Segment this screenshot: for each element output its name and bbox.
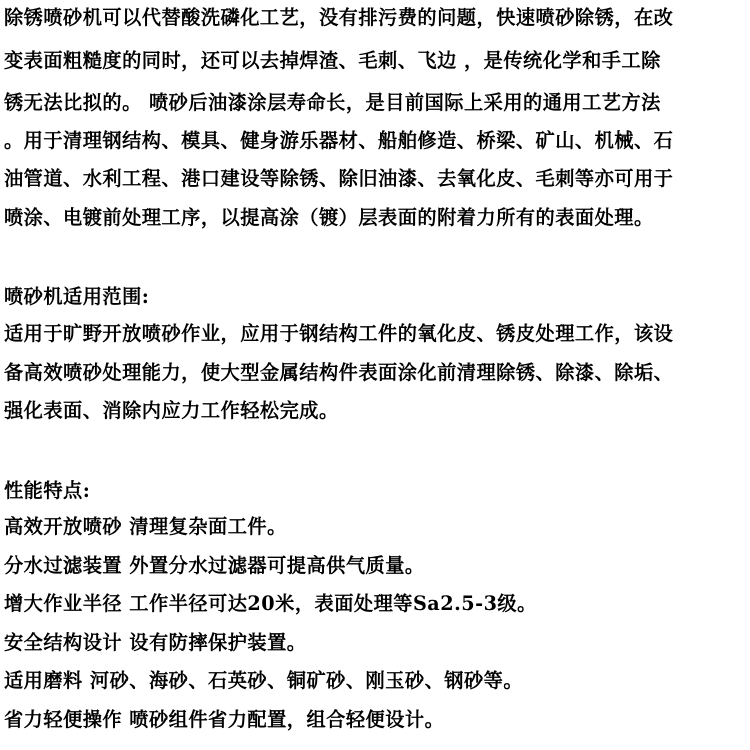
intro-line: 锈无法比拟的。 喷砂后油漆涂层寿命长，是目前国际上采用的通用工艺方法 [4,91,661,114]
feature-item: 安全结构设计 设有防摔保护装置。 [4,631,307,654]
feature-item: 分水过滤装置 外置分水过滤器可提高供气质量。 [4,554,425,577]
features-heading: 性能特点: [4,479,91,502]
intro-line: 喷涂、电镀前处理工序，以提高涂（镀）层表面的附着力所有的表面处理。 [4,206,654,229]
feature-item: 高效开放喷砂 清理复杂面工件。 [4,515,287,538]
intro-line: 变表面粗糙度的同时，还可以去掉焊渣、毛刺、飞边 ，是传统化学和手工除 [4,49,661,72]
feature-item: 适用磨料 河砂、海砂、石英砂、铜矿砂、刚玉砂、钢砂等。 [4,669,524,692]
feature-item: 省力轻便操作 喷砂组件省力配置，组合轻便设计。 [4,708,445,731]
scope-line: 适用于旷野开放喷砂作业，应用于钢结构工件的氧化皮、锈皮处理工作，该设 [4,322,674,345]
intro-line: 油管道、水利工程、港口建设等除锈、除旧油漆、去氧化皮、毛刺等亦可用于 [4,167,674,190]
intro-line: 。用于清理钢结构、模具、健身游乐器材、船舶修造、桥梁、矿山、机械、石 [4,129,674,152]
scope-line: 备高效喷砂处理能力，使大型金属结构件表面涂化前清理除锈、除漆、除垢、 [4,361,674,384]
scope-line: 强化表面、消除内应力工作轻松完成。 [4,399,339,422]
feature-item: 增大作业半径 工作半径可达20米，表面处理等Sa2.5-3级。 [4,592,537,615]
scope-heading: 喷砂机适用范围: [4,285,150,308]
intro-line: 除锈喷砂机可以代替酸洗磷化工艺，没有排污费的问题，快速喷砂除锈，在改 [4,6,674,29]
